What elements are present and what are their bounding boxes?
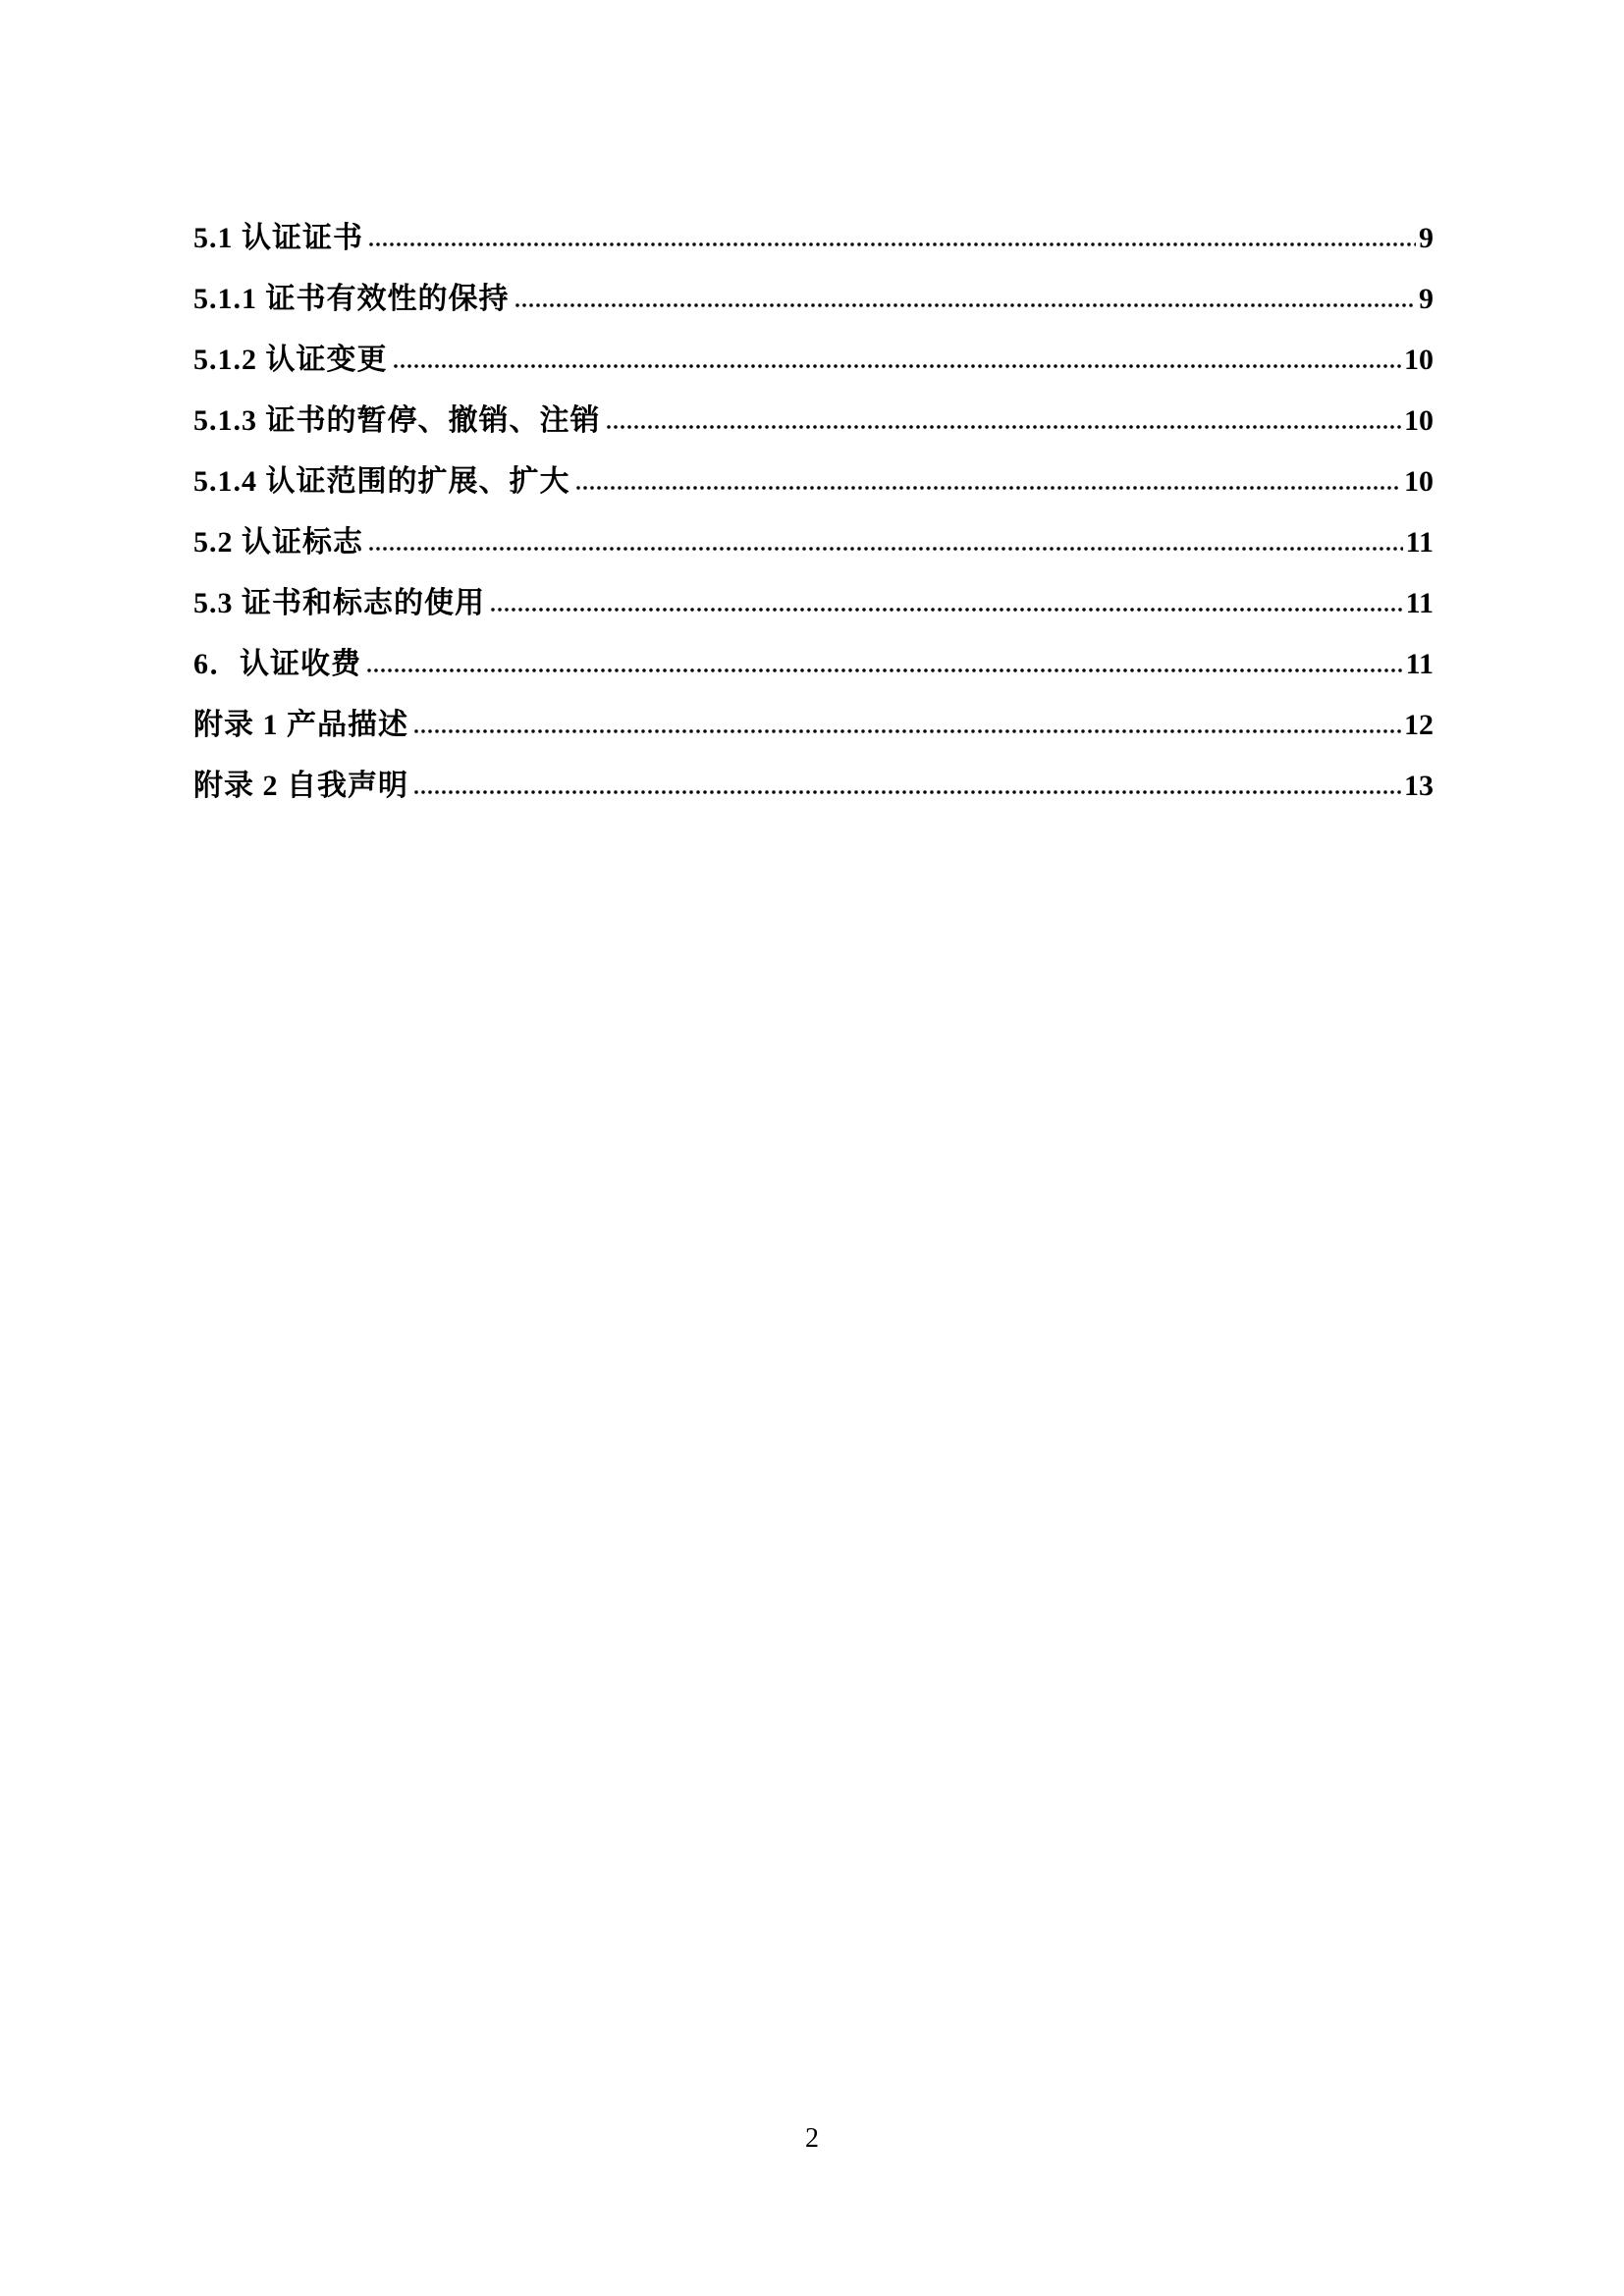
toc-entry-label: 附录 2 自我声明 <box>193 770 408 802</box>
toc-entry <box>193 634 1434 695</box>
toc-entry <box>193 452 1434 512</box>
toc-entry-label: 5.1.3 证书的暂停、撤销、注销 <box>193 404 601 437</box>
dot-leader <box>490 607 1403 613</box>
toc-entry <box>193 330 1434 391</box>
dot-leader <box>413 789 1401 795</box>
toc-entry <box>193 391 1434 452</box>
toc-entry-page: 11 <box>1405 648 1434 680</box>
dot-leader <box>514 302 1417 308</box>
toc-entry-page: 11 <box>1405 526 1434 559</box>
toc-entry-page: 11 <box>1405 587 1434 619</box>
toc-entry <box>193 512 1434 573</box>
dot-leader <box>575 485 1402 491</box>
toc-entry-page: 10 <box>1404 344 1434 376</box>
toc-entry-page: 10 <box>1404 465 1434 498</box>
table-of-contents <box>193 208 1434 817</box>
toc-entry-page: 9 <box>1419 222 1434 254</box>
toc-entry-label: 5.1.1 证书有效性的保持 <box>193 283 510 315</box>
dot-leader <box>366 667 1403 673</box>
toc-entry <box>193 573 1434 634</box>
toc-entry-page: 9 <box>1419 283 1434 315</box>
toc-entry <box>193 756 1434 817</box>
dot-leader <box>393 363 1402 369</box>
dot-leader <box>368 546 1403 552</box>
toc-entry-label: 5.2 认证标志 <box>193 526 363 559</box>
toc-entry-page: 13 <box>1404 770 1434 802</box>
toc-entry-page: 10 <box>1404 404 1434 437</box>
toc-entry <box>193 208 1434 269</box>
toc-entry <box>193 695 1434 756</box>
toc-entry-label: 5.1.4 认证范围的扩展、扩大 <box>193 465 570 498</box>
toc-entry-label: 5.3 证书和标志的使用 <box>193 587 485 619</box>
toc-entry-label: 6．认证收费 <box>193 648 361 680</box>
toc-entry-label: 5.1.2 认证变更 <box>193 344 388 376</box>
toc-entry <box>193 269 1434 330</box>
dot-leader <box>368 241 1416 247</box>
dot-leader <box>606 424 1402 430</box>
dot-leader <box>413 728 1401 734</box>
toc-entry-label: 5.1 认证证书 <box>193 222 363 254</box>
toc-entry-label: 附录 1 产品描述 <box>193 709 408 741</box>
toc-entry-page: 12 <box>1404 709 1434 741</box>
footer-page-number: 2 <box>805 2123 819 2154</box>
